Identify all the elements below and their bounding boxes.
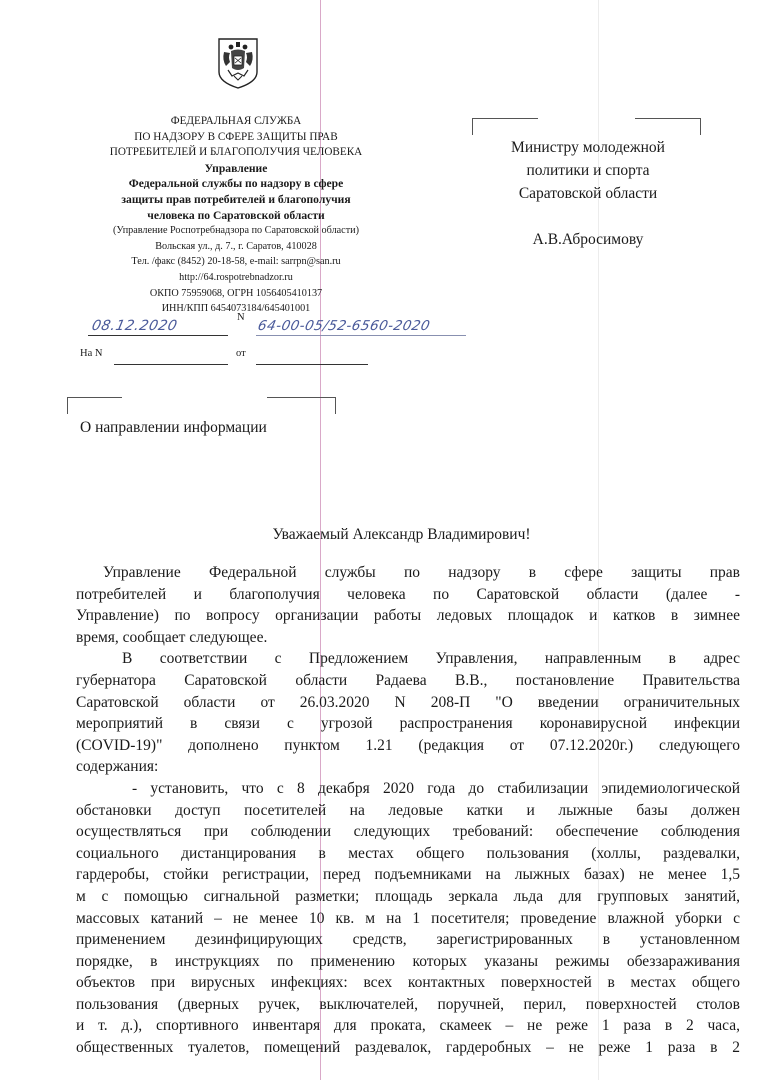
addressee-block <box>476 136 700 251</box>
number-underline <box>256 335 466 336</box>
body-line: применением дезинфицирующих средств, зарегистрированных в установленном <box>76 931 740 949</box>
okpo-ogrn: ОКПО 75959068, ОГРН 1056405410137 <box>149 287 323 299</box>
salutation: Уважаемый Александр Владимирович! <box>272 526 531 543</box>
reply-to-label: На N <box>80 348 103 359</box>
org-line: ФЕДЕРАЛЬНАЯ СЛУЖБА <box>170 115 302 127</box>
body-line: и т. д.), спортивного инвентаря для проката, скамеек – не реже 1 раза в 2 часа, <box>76 1017 740 1035</box>
addressee-name: А.В.Абросимову <box>532 231 644 248</box>
body-line: обстановки доступ посетителей на ледовые катки и лыжные базы должен <box>76 801 740 819</box>
dept-line: человека по Саратовской области <box>147 208 325 222</box>
body-line: Саратовской области от 26.03.2020 N 208-П "О введении ограничительных <box>76 693 740 711</box>
addressee-line: Саратовской области <box>518 185 658 202</box>
russian-coat-of-arms-icon <box>216 36 260 90</box>
body-line: объектов при вирусных инфекциях: всех контактных поверхностей в местах общего <box>76 974 740 992</box>
address: Вольская ул., д. 7., г. Саратов, 410028 <box>155 240 317 252</box>
handwritten-date: 08.12.2020 <box>90 318 179 334</box>
body-line: осуществляться при соблюдении следующих требований: обеспечение соблюдения <box>76 823 740 841</box>
phone-email: Тел. /факс (8452) 20-18-58, e-mail: sarrpn@san.ru <box>131 256 341 268</box>
from-label: от <box>236 348 246 359</box>
body-line: (COVID-19)" дополнено пунктом 1.21 (редакция от 07.12.2020г.) следующего <box>76 736 740 754</box>
body-line: общественных туалетов, помещений раздевалок, гардеробных – не реже 1 раза в 2 <box>76 1039 740 1057</box>
subject-line: О направлении информации <box>80 419 267 436</box>
org-line: ПО НАДЗОРУ В СФЕРЕ ЗАЩИТЫ ПРАВ <box>134 130 338 143</box>
body-line: Управление Федеральной службы по надзору в сфере защиты прав <box>103 564 740 581</box>
dept-line: Федеральной службы по надзору в сфере <box>128 177 344 191</box>
addressee-line: Министру молодежной <box>511 139 665 156</box>
letter-body <box>76 562 740 1059</box>
addressee-corner-left <box>472 118 538 135</box>
sender-header <box>86 114 386 317</box>
body-line: содержания: <box>76 758 159 776</box>
body-line: - установить, что с 8 декабря 2020 года до стабилизации эпидемиологической <box>132 779 740 797</box>
subject-corner-left <box>67 397 122 414</box>
addressee-corner-right <box>635 118 701 135</box>
body-line: пользования (дверных ручек, выключателей, поручней, перил, поверхностей столов <box>76 995 740 1013</box>
body-line: потребителей и благополучия человека по Саратовской области (далее - <box>76 585 740 603</box>
website: http://64.rospotrebnadzor.ru <box>179 271 293 283</box>
body-line: м с помощью сигнальной разметки; площадь зеркала льда для групповых занятий, <box>76 887 740 905</box>
body-line: В соответствии с Предложением Управления, направленным в адрес <box>122 650 740 668</box>
short-name: (Управление Роспотребнадзора по Саратовской области) <box>112 225 359 237</box>
addressee-line: политики и спорта <box>526 162 650 179</box>
subject-corner-right <box>267 397 336 414</box>
dept-line: Управление <box>204 161 268 175</box>
handwritten-number: 64-00-05/52-6560-2020 <box>256 318 432 334</box>
reply-date-underline <box>256 364 368 365</box>
date-underline <box>88 335 228 336</box>
paragraph-2 <box>76 648 740 778</box>
inn-kpp: ИНН/КПП 6454073184/645401001 <box>161 303 311 315</box>
number-label: N <box>237 312 245 323</box>
body-line: массовых катаний – не менее 10 кв. м на 1 посетителя; проведение влажной уборки с <box>76 909 740 927</box>
dept-line: защиты прав потребителей и благополучия <box>121 192 351 206</box>
body-line: социального дистанцирования в местах общего пользования (холлы, раздевалки, <box>76 844 740 862</box>
body-line: время, сообщает следующее. <box>76 628 268 646</box>
body-line: порядке, в инструкциях по применению которых указаны режимы обеззараживания <box>76 952 740 970</box>
org-line: ПОТРЕБИТЕЛЕЙ И БЛАГОПОЛУЧИЯ ЧЕЛОВЕКА <box>109 146 363 159</box>
paragraph-1 <box>76 562 740 648</box>
body-line: губернатора Саратовской области Радаева В.В., постановление Правительства <box>76 671 740 689</box>
reply-number-underline <box>114 364 228 365</box>
body-line: Управление) по вопросу организации работы ледовых площадок и катков в зимнее <box>76 607 740 625</box>
paragraph-3 <box>76 778 740 1059</box>
body-line: гардеробы, стойки регистрации, перед подъемниками на лыжных базах) не менее 1,5 <box>76 866 740 884</box>
body-line: мероприятий в связи с угрозой распространения коронавирусной инфекции <box>76 715 740 733</box>
